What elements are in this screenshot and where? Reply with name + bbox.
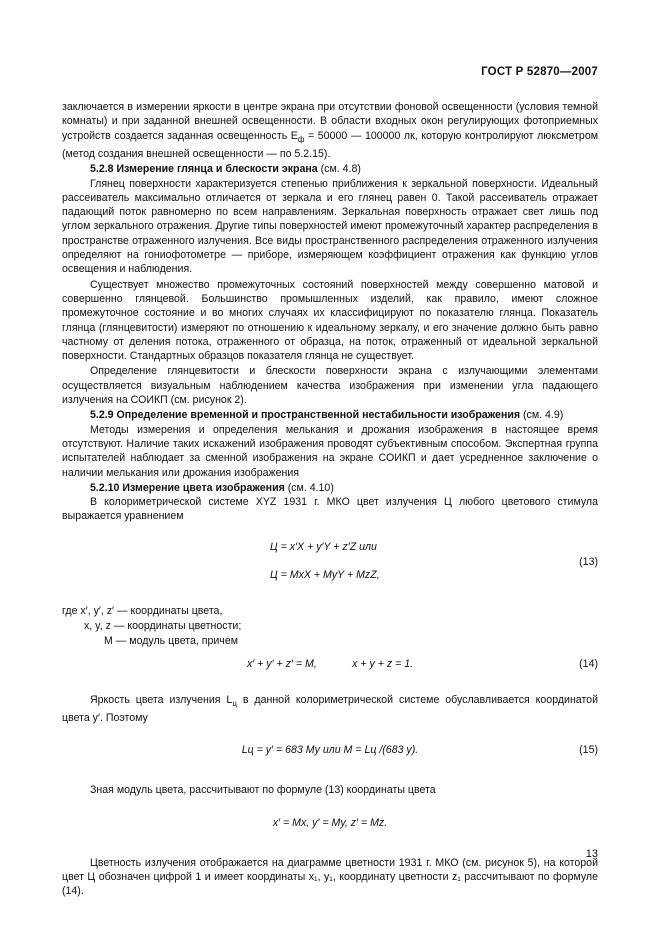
section-ref: (см. 4.9): [520, 409, 564, 422]
section-title: 5.2.9 Определение временной и пространственной нестабильности изображения: [90, 409, 521, 422]
section-title: 5.2.8 Измерение глянца и блескости экрана: [90, 163, 318, 176]
intro-text: заключается в измерении яркости в центре экрана при отсутствии фоновой освещенности (условия темной комнаты) и при заданной внешней освещенности. В области входных окон регулирующих фотоприемных устройств создается заданная освещенность E: [62, 101, 598, 142]
paragraph-tail: в данной колориметрической системе обуславливается координатой цвета y′. Поэтому: [62, 693, 598, 725]
equation-line: x′ + y′ + z′ = M, x + y + z = 1.: [246, 657, 414, 670]
equation-line: Ц = MxX + MyY + MzZ,: [270, 568, 380, 581]
paragraph-text: Яркость цвета излучения L: [90, 693, 233, 706]
equation-number: (13): [579, 555, 598, 568]
paragraph: Зная модуль цвета, рассчитывают по формуле (13) координаты цвета: [90, 784, 436, 797]
subscript: ц: [232, 698, 237, 708]
equation-line: Lц = y′ = 683 My или M = Lц /(683 y).: [241, 744, 419, 757]
paragraph: Глянец поверхности характеризуется степенью приближения к зеркальной поверхности. Идеальный рассеиватель максимально отличается от зеркала и его глянец равен 0. Такой рассеиватель отражает падающий поток равномерно по всем направлениям. Зеркальная поверхность отражает свет лишь под углом зеркального отражения. Другие типы поверхностей имеют промежуточный характер распределения в пространстве отраженного излучения. Все виды пространственного распределения отраженного излучения определяют на гониофотометре — приборе, измеряющем коэффициент отражения как функцию углов освещения и наблюдения.: [62, 177, 598, 276]
equation-line: Ц = x′X + y′Y + z′Z или: [270, 540, 377, 553]
definition-item: где x′, y′, z′ — координаты цвета,: [62, 604, 223, 617]
equation-14: [62, 657, 598, 679]
intro-subscript: ф: [297, 134, 305, 144]
section-5-2-9-heading: [62, 408, 598, 422]
equation-number: (15): [579, 744, 598, 757]
equation-line: x′ = Mx, y′ = My, z′ = Mz.: [272, 816, 388, 829]
paragraph: Определение глянцевитости и блескости поверхности экрана с излучающими элементами осуществляется визуальным наблюдением качества изображения при изменении угла падающего излучения на СОИКП (см. рисунок 2).: [62, 365, 598, 407]
page-body: [62, 100, 598, 899]
section-5-2-8-heading: [62, 162, 598, 176]
definition-item: M — модуль цвета, причем: [104, 634, 239, 647]
document-id-header: ГОСТ Р 52870—2007: [481, 66, 598, 78]
equation-15: [62, 743, 598, 765]
definition-item: x, y, z — координаты цветности;: [84, 619, 242, 632]
page-number: 13: [585, 848, 598, 860]
intro-paragraph: [62, 100, 598, 161]
definitions-list: [62, 604, 598, 649]
section-5-2-10-heading: [62, 481, 598, 495]
equation-number: (14): [579, 657, 598, 670]
paragraph: [62, 693, 598, 726]
intro-tail: = 50000 — 100000 лк, которую контролируют люксметром (метод создания внешней освещенности — по 5.2.15).: [62, 129, 599, 160]
equation-13: [62, 534, 598, 586]
paragraph: Цветность излучения отображается на диаграмме цветности 1931 г. МКО (см. рисунок 5), на которой цвет Ц обозначен цифрой 1 и имеет координаты x₁, y₁, координату цветности z₁ рассчитывают по формуле (14).: [62, 856, 598, 898]
paragraph: В колориметрической системе XYZ 1931 г. МКО цвет излучения Ц любого цветового стимула выражается уравнением: [62, 496, 598, 523]
paragraph: Существует множество промежуточных состояний поверхностей между совершенно матовой и совершенно глянцевой. Большинство промышленных изделий, как правило, имеют сложное промежуточное состояние и во многих случаях их классифицируют по показателю глянца. Показатель глянца (глянцевитости) измеряют по отношению к идеальному зеркалу, и его значение должно быть равно частному от деления потока, отраженного от образца, на поток, отраженный от идеальной зеркальной поверхности. Стандартных образцов показателя глянца не существует.: [62, 278, 598, 363]
equation-coordinates: [62, 816, 598, 838]
paragraph: Методы измерения и определения мелькания и дрожания изображения в настоящее время отсутствуют. Наличие таких искажений изображения проводят субъективным способом. Экспертная группа испытателей наблюдает за сменной изображения на экране СОИКП и дает усредненное заключение о наличии мелькания или дрожания изображения: [62, 423, 598, 479]
section-ref: (см. 4.8): [317, 163, 361, 176]
section-title: 5.2.10 Измерение цвета изображения: [90, 481, 285, 494]
section-ref: (см. 4.10): [284, 481, 334, 494]
